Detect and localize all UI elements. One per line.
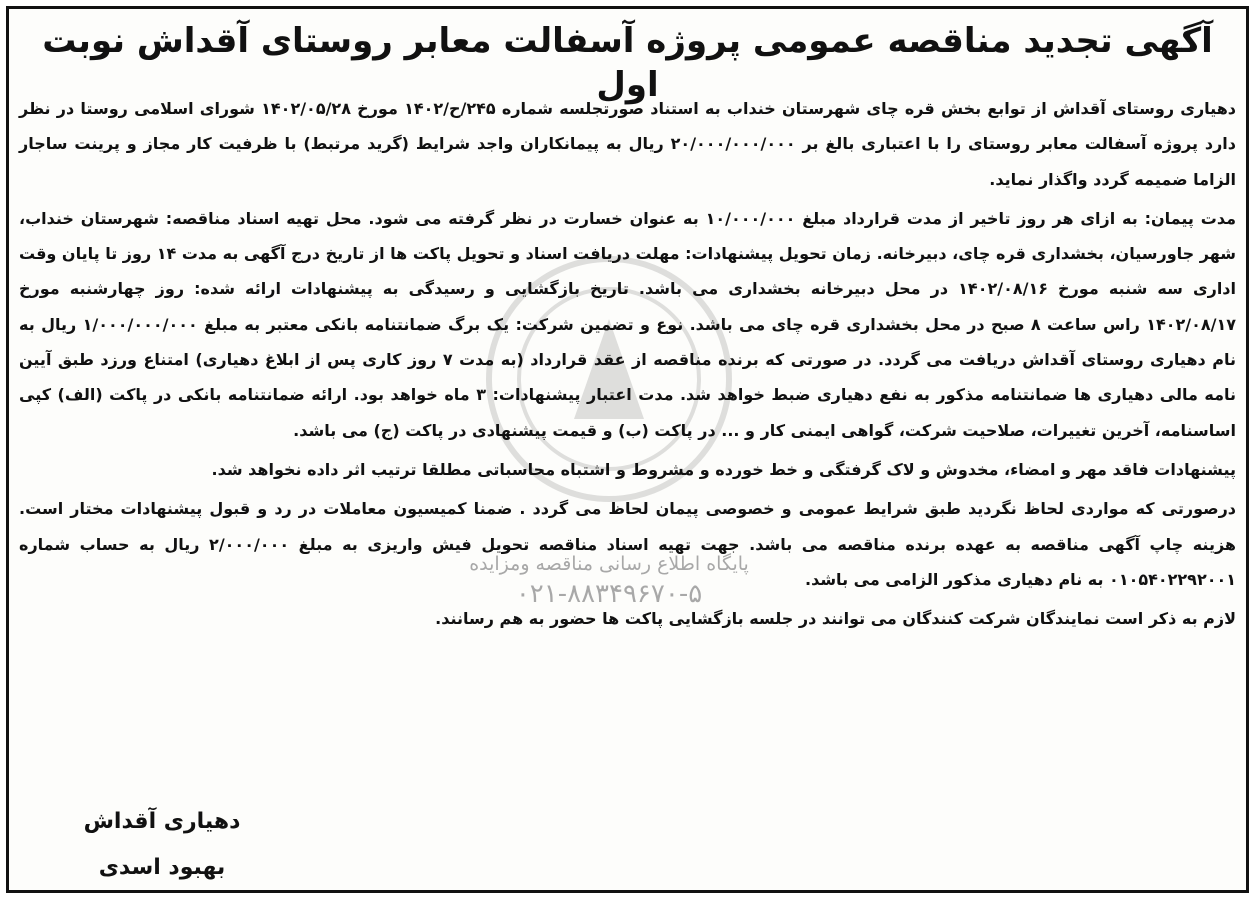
paragraph-invalid-bids: پیشنهادات فاقد مهر و امضاء، مخدوش و لاک گرفتگی و خط خورده و مشروط و اشتباه محاسباتی مطلقا ترتیب اثر داده نخواهد شد. [211,459,1236,479]
paragraph-terms: مدت پیمان: به ازای هر روز تاخیر از مدت قرارداد مبلغ ۱۰/۰۰۰/۰۰۰ به عنوان خسارت در نظر گرفته می شود. محل تهیه اسناد مناقصه: شهرستان خنداب، شهر جاورسیان، بخشداری قره چای، دبیرخانه. زمان تحویل پیشنهادات: مهلت دریافت اسناد و تحویل پاکت ها از تاریخ درج آگهی به مدت ۱۴ روز تا پایان وقت اداری سه شنبه مورخ ۱۴۰۲/۰۸/۱۶ در محل دبیرخانه بخشداری می باشد. تاریخ بازگشایی و رسیدگی به پیشنهادات ارائه شده: روز چهارشنبه مورخ ۱۴۰۲/۰۸/۱۷ راس ساعت ۸ صبح در محل بخشداری قره چای می باشد. نوع و تضمین شرکت: یک برگ ضمانتنامه بانکی معتبر به مبلغ ۱/۰۰۰/۰۰۰/۰۰۰ ریال به نام دهیاری روستای آقداش دریافت می گردد. در صورتی که برنده مناقصه از عقد قرارداد (به مدت ۷ روز کاری پس از ابلاغ دهیاری) امتناع ورزد طبق آیین نامه مالی دهیاری ها ضمانتنامه مذکور به نفع دهیاری ضبط خواهد شد. مدت اعتبار پیشنهادات: ۳ ماه خواهد بود. ارائه ضمانتنامه بانکی در پاکت (الف) کپی اساسنامه، آخرین تغییرات، صلاحیت شرکت، گواهی ایمنی کار و ... در پاکت (ب) و قیمت پیشنهادی در پاکت (ج) می باشد. [19,208,1237,440]
paragraph-intro: دهیاری روستای آقداش از توابع بخش قره چای شهرستان خنداب به استناد صورتجلسه شماره ۲۴۵/ح/۱۴۰۲ مورخ ۱۴۰۲/۰۵/۲۸ شورای اسلامی روستا در نظر دارد پروژه آسفالت معابر روستای را با اعتباری بالغ بر ۲۰/۰۰۰/۰۰۰/۰۰۰ ریال به پیمانکاران واجد شرایط (گرید مرتبط) با ظرفیت کار مجاز و پرینت ساجار الزاما ضمیمه گردد واگذار نماید. [19,99,1237,189]
notice-title: آگهی تجدید مناقصه عمومی پروژه آسفالت معابر روستای آقداش نوبت اول [42,21,1213,105]
paragraph-conditions: درصورتی که مواردی لحاظ نگردید طبق شرایط عمومی و خصوصی پیمان لحاظ می گردد . ضمنا کمیسیون معاملات در رد و قبول پیشنهادات مختار است. هزینه چاپ آگهی مناقصه به عهده برنده مناقصه می باشد. جهت تهیه اسناد مناقصه تحویل فیش واریزی به مبلغ ۲/۰۰۰/۰۰۰ ریال به حساب شماره ۰۱۰۵۴۰۲۲۹۲۰۰۱ به نام دهیاری مذکور الزامی می باشد. [19,499,1237,589]
signature-name: بهبود اسدی [98,855,226,880]
signature-block [67,799,257,891]
watermark-phone: ۰۲۱-۸۸۳۴۹۶۷۰-۵ [515,579,703,609]
signature-org: دهیاری آقداش [83,809,241,834]
notice-frame [6,6,1249,893]
site-watermark [419,549,799,609]
paragraph-attendance: لازم به ذکر است نمایندگان شرکت کنندگان می توانند در جلسه بازگشایی پاکت ها حضور به هم رسانند. [435,609,1236,629]
watermark-site-name: پایگاه اطلاع رسانی مناقصه ومزایده [469,553,749,575]
